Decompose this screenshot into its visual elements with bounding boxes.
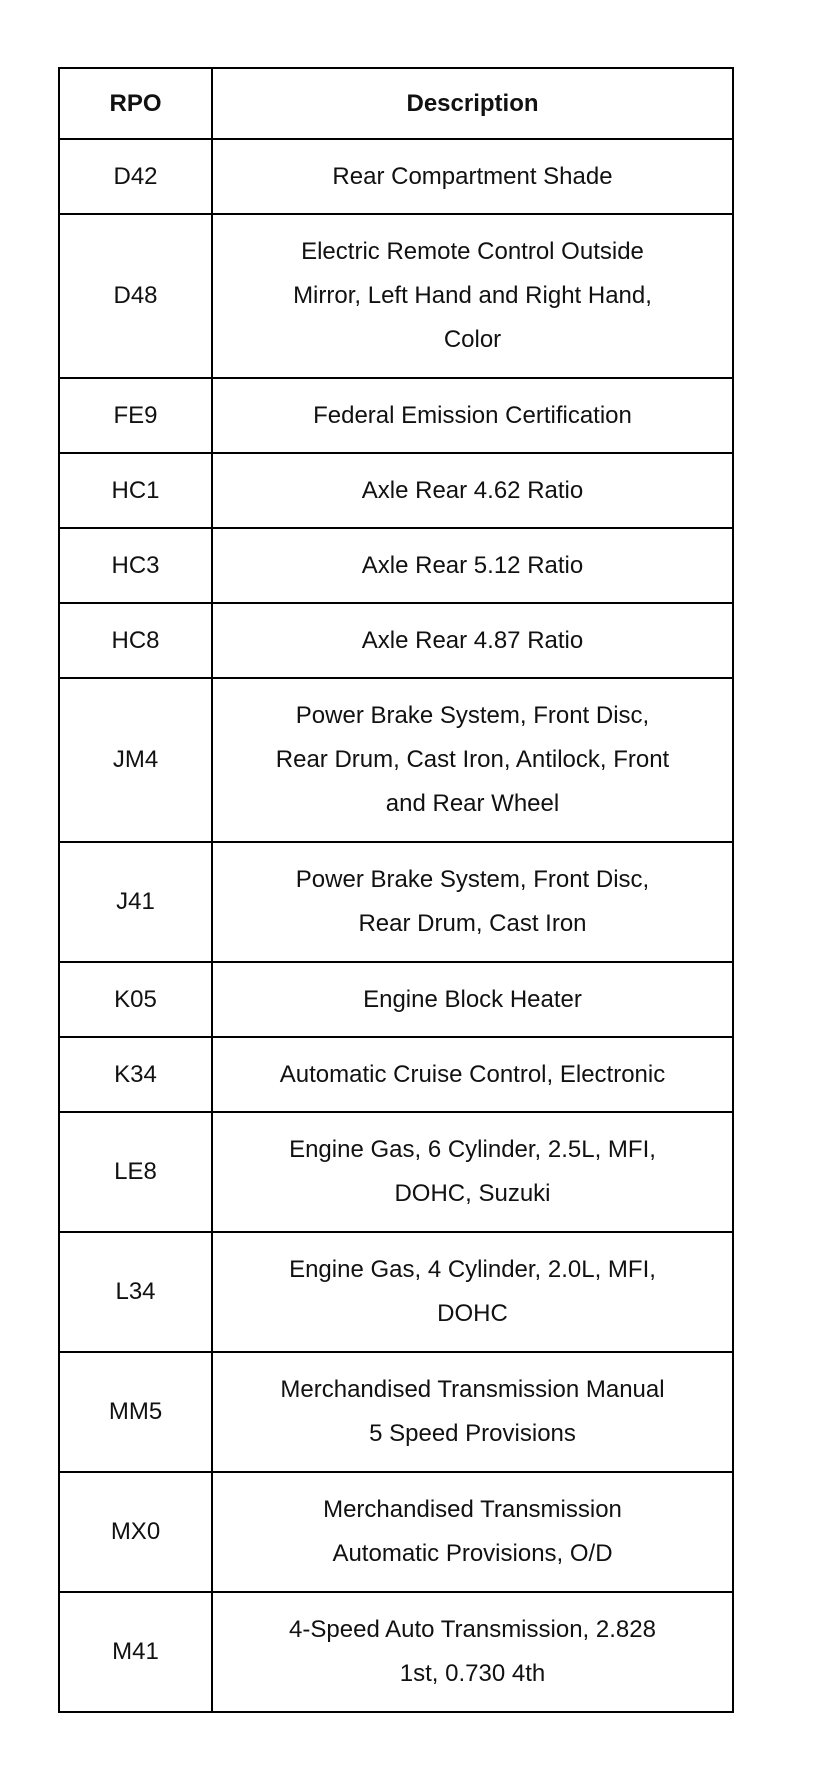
description-cell: Automatic Cruise Control, Electronic [212, 1037, 733, 1112]
description-cell: Axle Rear 4.62 Ratio [212, 453, 733, 528]
description-cell: Merchandised Transmission Automatic Provisions, O/D [212, 1472, 733, 1592]
rpo-code-cell: FE9 [59, 378, 212, 453]
description-cell: Electric Remote Control Outside Mirror, Left Hand and Right Hand, Color [212, 214, 733, 378]
table-row [59, 1037, 733, 1112]
rpo-code-cell: HC8 [59, 603, 212, 678]
rpo-code-cell: LE8 [59, 1112, 212, 1232]
table-row [59, 962, 733, 1037]
rpo-code-cell: K05 [59, 962, 212, 1037]
table-row [59, 1472, 733, 1592]
description-cell: Axle Rear 4.87 Ratio [212, 603, 733, 678]
rpo-table [58, 67, 734, 1713]
table-row [59, 1352, 733, 1472]
table-row [59, 1592, 733, 1712]
description-cell: Merchandised Transmission Manual 5 Speed Provisions [212, 1352, 733, 1472]
rpo-code-cell: HC1 [59, 453, 212, 528]
description-column-header: Description [212, 68, 733, 139]
table-row [59, 528, 733, 603]
table-body [59, 139, 733, 1712]
table-row [59, 842, 733, 962]
rpo-code-cell: J41 [59, 842, 212, 962]
rpo-code-cell: D48 [59, 214, 212, 378]
description-cell: Engine Block Heater [212, 962, 733, 1037]
header-row [59, 68, 733, 139]
table-header [59, 68, 733, 139]
table-row [59, 139, 733, 214]
table-row [59, 603, 733, 678]
description-cell: Axle Rear 5.12 Ratio [212, 528, 733, 603]
rpo-code-cell: L34 [59, 1232, 212, 1352]
table-row [59, 453, 733, 528]
rpo-code-cell: K34 [59, 1037, 212, 1112]
table-row [59, 1232, 733, 1352]
table-row [59, 378, 733, 453]
table-row [59, 1112, 733, 1232]
rpo-code-cell: JM4 [59, 678, 212, 842]
rpo-code-cell: HC3 [59, 528, 212, 603]
description-cell: Engine Gas, 4 Cylinder, 2.0L, MFI, DOHC [212, 1232, 733, 1352]
rpo-column-header: RPO [59, 68, 212, 139]
rpo-code-cell: D42 [59, 139, 212, 214]
rpo-code-cell: MX0 [59, 1472, 212, 1592]
rpo-code-cell: MM5 [59, 1352, 212, 1472]
description-cell: 4-Speed Auto Transmission, 2.828 1st, 0.730 4th [212, 1592, 733, 1712]
rpo-code-cell: M41 [59, 1592, 212, 1712]
description-cell: Power Brake System, Front Disc, Rear Drum, Cast Iron [212, 842, 733, 962]
table-row [59, 678, 733, 842]
description-cell: Federal Emission Certification [212, 378, 733, 453]
table-row [59, 214, 733, 378]
description-cell: Power Brake System, Front Disc, Rear Drum, Cast Iron, Antilock, Front and Rear Wheel [212, 678, 733, 842]
description-cell: Engine Gas, 6 Cylinder, 2.5L, MFI, DOHC, Suzuki [212, 1112, 733, 1232]
description-cell: Rear Compartment Shade [212, 139, 733, 214]
